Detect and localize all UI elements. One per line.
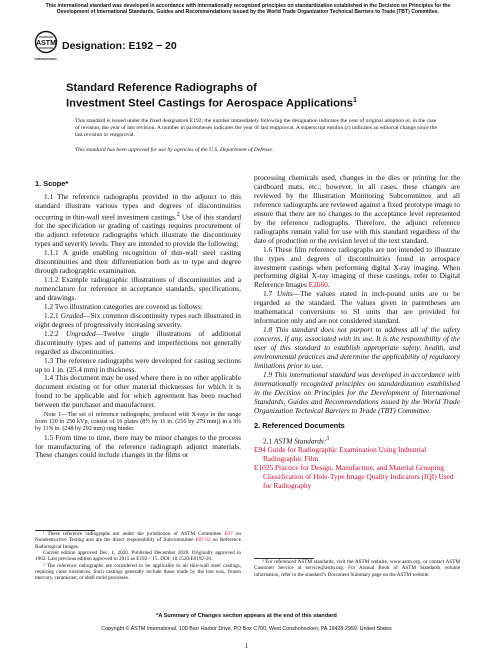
astm-logo-icon <box>34 30 58 64</box>
svg-text:ASTM: ASTM <box>36 40 56 47</box>
summary-of-changes-note: *A Summary of Changes section appears at the end of this standard <box>156 613 337 619</box>
title-line-2: Investment Steel Castings for Aerospace Applications <box>66 97 354 110</box>
footnote-3: ³ For referenced ASTM standards, visit the ASTM website, www.astm.org, or contact ASTM Customer Service at service@astm.org. For Annual Book of ASTM Standards volume information, refer to the standard’s Document Summary page on the ASTM website. <box>254 559 460 578</box>
link-e07[interactable]: E07 <box>224 531 233 537</box>
issued-statement: This standard is issued under the fixed designation E192; the number immediately following the designation indicates the year of original adoption or, in the case of revision, the year of last revision. A number in parentheses indicates the year of last reapproval. A superscript epsilon (ε) indicates an editorial change since the last revision or reapproval. <box>75 118 437 138</box>
section-1-heading: 1. Scope* <box>35 179 69 188</box>
para-1-8: 1.8 This standard does not purport to address all of the safety concerns, if any, associated with its use. It is the responsibility of the user of this standard to establish appropriate safety, health, and environmental practices and determine the applicability of regulatory limitations prior to use. <box>254 325 460 371</box>
para-1-6: 1.6 These film reference radiographs are not intended to illustrate the types and degrees of discontinuities found in aerospace investment castings when performing digital X-ray imaging. When performing digital X-ray imaging of these castings, refer to Digital Reference Images E2660. <box>254 244 460 290</box>
svg-text:INTERNATIONAL: INTERNATIONAL <box>34 57 58 61</box>
para-1-7: 1.7 Units—The values stated in inch-pound units are to be regarded as the standard. The values given in parentheses are mathematical conversions to SI units that are provided for information only and are not considered standard. <box>254 289 461 326</box>
footnotes-right <box>254 558 460 578</box>
para-1-1-2: 1.1.2 Example radiographic illustrations of discontinuities and a nomenclature for reference in acceptance standards, specifications, and drawings. <box>35 274 241 302</box>
footnote-ref-2[interactable]: 2 <box>176 211 180 218</box>
para-1-4: 1.4 This document may be used where there is no other applicable document existing or for other material thicknesses for which it is found to be applicable and for which agreement has been reached between the purchaser and manufacturer. <box>35 373 241 410</box>
para-1-1: 1.1 The reference radiographs provided in the adjunct to this standard illustrate various types and degrees of discontinuities occurring in thin-wall steel investment castings.$^2$ Use of this standard for the specification or grading of castings requires procurement of the adjunct reference radiographs which illustrate the discontinuity types and severity levels. They are intended to provide the following: <box>35 191 241 249</box>
para-1-1-1: 1.1.1 A guide enabling recognition of thin-wall steel casting discontinuities and their differentiation both as to type and degree through radiographic examination. <box>35 248 241 276</box>
right-column <box>254 174 460 491</box>
para-2-1: 2.1 ASTM Standards:$^3$ <box>263 435 330 446</box>
para-1-2-1: 1.2.1 Graded—Six common discontinuity types each illustrated in eight degrees of progressively increasing severity. <box>35 310 241 329</box>
footnotes-left <box>35 530 241 582</box>
footnote-1: ¹ These reference radiographs are under the jurisdiction of ASTM Committee E07 on Nondestructive Testing and are the direct responsibility of Subcommittee E07.02 on Reference Radiological Images. <box>35 531 241 550</box>
designation-value: E192 − 20 <box>128 40 177 52</box>
page-number: 1 <box>244 642 249 650</box>
section-2-heading: 2. Referenced Documents <box>254 420 345 430</box>
copyright-line: Copyright © ASTM International, 100 Barr Harbor Drive, PO Box C700, West Conshohocken, PA 19428-2959. United States <box>101 626 392 632</box>
para-1-9: 1.9 This international standard was developed in accordance with internationally recognized principles on standardization established in the Decision on Principles for the Development of International Standards, Guides and Recommendations issued by the World Trade Organization Technical Barriers to Trade (TBT) Committee. <box>254 369 460 415</box>
designation <box>62 40 177 52</box>
document-title <box>66 82 446 110</box>
link-e07-02[interactable]: E07.02 <box>195 537 211 544</box>
footnote-1-edition: Current edition approved Dec. 1, 2020. Published December 2020. Originally approved in 1962. Last previous edition approved in 2015 as E192 – 15. DOI: 10.1520/E0192-20. <box>35 550 241 563</box>
dod-approval: This standard has been approved for use by agencies of the U.S. Department of Defense. <box>75 147 274 153</box>
footnote-2: ² The reference radiographs are considered to be applicable to all thin-wall steel castings, requiring close tolerances. Such castings generally include those made by the lost wax, frozen mercury, ceramicast, or shell mold processes. <box>35 562 241 582</box>
para-1-5: 1.5 From time to time, there may be minor changes to the process for manufacturing of the reference radiograph adjunct materials. These changes could include changes in the films or <box>35 432 241 460</box>
ref-e94[interactable]: E94 Guide for Radiographic Examination Using Industrial Radiographic Film <box>254 445 427 464</box>
designation-label: Designation: <box>62 40 126 52</box>
left-column <box>35 174 241 460</box>
link-e1025[interactable]: E1025 <box>254 462 274 472</box>
tbt-notice: This international standard was developed in accordance with internationally recognized principles on standardization established in the Decision on Principles for the Development of International Standards, Guides and Recommendations issued by the World Trade Organization Technical Barriers to Trade (TBT) Committee. <box>45 3 451 16</box>
ref-e1025[interactable]: E1025 Practice for Design, Manufacture, and Material Grouping Classification of Hole-Type Image Quality Indicators (IQI) Used for Radiography <box>254 462 454 490</box>
title-footnote-ref[interactable]: 1 <box>353 96 357 104</box>
title-line-1: Standard Reference Radiographs of <box>66 82 257 94</box>
para-1-2-2: 1.2.2 Ungraded—Twelve single illustrations of additional discontinuity types and of patterns and imperfections not generally regarded as discontinuities. <box>35 328 241 356</box>
para-1-2: 1.2 Two illustration categories are covered as follows: <box>44 301 203 311</box>
link-e94[interactable]: E94 <box>254 445 266 455</box>
note-1: Note 1—The set of reference radiographs, produced with X-rays in the range from 130 to 250 kVp, consist of 16 plates (8½ by 11 in. (216 by 279 mm)) in a 9¾ by 11⅝ in. (248 by 292 mm) ring binder. <box>35 412 241 433</box>
para-1-5-continued: processing chemicals used, changes in the dies or printing for the cardboard mats, etc.; however, in all cases, these changes are reviewed by the Illustration Monitoring Subcommittee and all reference radiographs are reviewed against a fixed prototype image to ensure that there are no changes to the acceptance level represented by the reference radiographs. Therefore, the adjunct reference radiographs remain valid for use with this standard regardless of the date of production or the revision level of the text standard. <box>254 173 460 245</box>
footnote-ref-3[interactable]: 3 <box>326 435 330 442</box>
para-1-3: 1.3 The reference radiographs were developed for casting sections up to 1 in. (25.4 mm) in thickness. <box>35 355 241 374</box>
link-e2660[interactable]: E2660 <box>308 280 328 290</box>
